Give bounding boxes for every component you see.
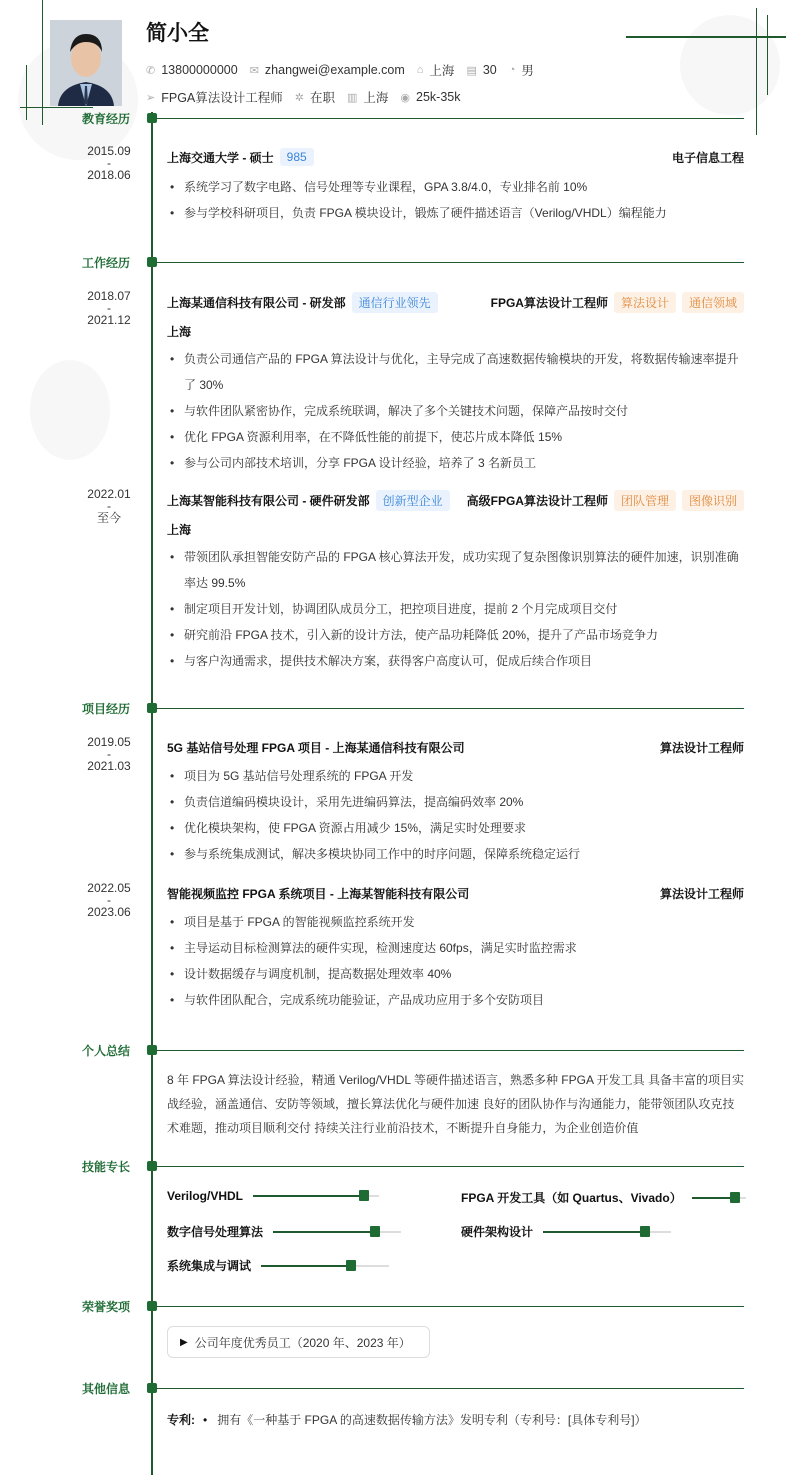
tag: 创新型企业: [376, 490, 450, 511]
skill-name: FPGA 开发工具（如 Quartus、Vivado）: [461, 1191, 682, 1205]
role: 算法设计工程师: [659, 741, 744, 755]
decor-circle: [680, 15, 780, 115]
project-bullets: [167, 909, 744, 1013]
skill-item: [461, 1223, 671, 1240]
skill-thumb: [730, 1192, 740, 1203]
list-item: • 系统学习了数字电路、信号处理等专业课程，GPA 3.8/4.0，专业排名前 10%: [167, 174, 744, 200]
skill-name: Verilog/VHDL: [167, 1189, 244, 1203]
skill-thumb: [370, 1226, 380, 1237]
project-title: 智能视频监控 FPGA 系统项目 - 上海某智能科技有限公司: [167, 887, 470, 901]
skill-bar: [253, 1195, 379, 1197]
timeline-dot: [147, 1161, 157, 1171]
timeline-dot: [147, 703, 157, 713]
tag: 通信行业领先: [352, 292, 438, 313]
gender: 男: [521, 64, 534, 78]
decor-line: [767, 15, 768, 95]
role: FPGA算法设计工程师: [490, 296, 608, 310]
decor-circle: [30, 360, 110, 460]
email: zhangwei@example.com: [264, 63, 405, 77]
section-projects: [0, 698, 794, 718]
list-item: • 与软件团队配合，完成系统功能验证，产品成功应用于多个安防项目: [167, 987, 744, 1013]
target-city: 上海: [363, 91, 389, 105]
list-item: • 优化 FPGA 资源利用率，在不降低性能的前提下，使芯片成本降低 15%: [167, 424, 744, 450]
divider: [157, 262, 744, 263]
work-bullets: [167, 544, 744, 674]
section-title: 个人总结: [81, 1044, 130, 1058]
patent-label: 专利:: [167, 1413, 195, 1427]
divider: [157, 118, 744, 119]
project-title: 5G 基站信号处理 FPGA 项目 - 上海某通信科技有限公司: [167, 741, 465, 755]
avatar: [50, 20, 122, 106]
skill-thumb: [346, 1260, 356, 1271]
award-item[interactable]: [167, 1326, 430, 1358]
education-bullets: [167, 174, 744, 226]
project-header: [167, 885, 744, 902]
timeline-dot: [147, 1383, 157, 1393]
skill-bar: [261, 1265, 389, 1267]
role: 算法设计工程师: [659, 887, 744, 901]
work-bullets: [167, 346, 744, 476]
section-title: 技能专长: [81, 1160, 130, 1174]
section-work: [0, 252, 794, 272]
skill-thumb: [359, 1190, 369, 1201]
divider: [157, 1306, 744, 1307]
work-header: [167, 490, 744, 511]
section-title: 工作经历: [81, 256, 130, 270]
education-header: [167, 148, 744, 166]
skill-name: 系统集成与调试: [167, 1259, 252, 1273]
list-item: • 项目为 5G 基站信号处理系统的 FPGA 开发: [167, 763, 744, 789]
skill-item: [167, 1257, 389, 1274]
tag: 985: [280, 148, 314, 166]
divider: [157, 708, 744, 709]
building-icon: ▥: [347, 91, 358, 104]
skill-bar: [543, 1231, 671, 1233]
timeline-dot: [147, 1301, 157, 1311]
skill-item: [167, 1223, 401, 1240]
target-job: FPGA算法设计工程师: [161, 91, 283, 105]
phone: 13800000000: [161, 63, 238, 77]
list-item: • 与软件团队紧密协作，完成系统联调，解决了多个关键技术问题，保障产品按时交付: [167, 398, 744, 424]
list-item: • 负责公司通信产品的 FPGA 算法设计与优化，主导完成了高速数据传输模块的开发，将数据传输速率提升了 30%: [167, 346, 744, 398]
gender-icon: ◔: [508, 64, 516, 76]
timeline-line: [151, 112, 153, 1475]
role: 高级FPGA算法设计工程师: [466, 494, 608, 508]
date-range: 2018.07 - 2021.12: [87, 289, 131, 327]
skill-item: [167, 1189, 379, 1203]
date-range: 2015.09 - 2018.06: [87, 144, 131, 182]
skill-name: 数字信号处理算法: [167, 1225, 264, 1239]
phone-icon: ✆: [146, 64, 156, 77]
home-icon: ⌂: [416, 64, 424, 76]
list-item: • 负责信道编码模块设计，采用先进编码算法，提高编码效率 20%: [167, 789, 744, 815]
timeline-dot: [147, 1045, 157, 1055]
send-icon: ➢: [146, 91, 156, 104]
list-item: • 参与学校科研项目，负责 FPGA 模块设计，锻炼了硬件描述语言（Verilog/VHDL）编程能力: [167, 200, 744, 226]
divider: [157, 1166, 744, 1167]
list-item: • 研究前沿 FPGA 技术，引入新的设计方法，使产品功耗降低 20%，提升了产品市场竞争力: [167, 622, 744, 648]
job-status: 在职: [309, 91, 335, 105]
timeline-dot: [147, 113, 157, 123]
list-item: • 参与系统集成测试，解决多模块协同工作中的时序问题，保障系统稳定运行: [167, 841, 744, 867]
tag: 通信领域: [682, 292, 744, 313]
section-education: [0, 108, 794, 128]
contact-row: [146, 61, 534, 79]
caret-right-icon: ▶: [180, 1336, 188, 1348]
tag: 团队管理: [614, 490, 676, 511]
section-title: 项目经历: [81, 702, 130, 716]
intent-row: [146, 88, 461, 106]
work-city: 上海: [167, 325, 192, 339]
section-title: 教育经历: [81, 112, 130, 126]
list-item: • 带领团队承担智能安防产品的 FPGA 核心算法开发，成功实现了复杂图像识别算法的硬件加速，识别准确率达 99.5%: [167, 544, 744, 596]
date-range: 2022.01 - 至今: [87, 487, 131, 525]
age-icon: ▤: [466, 64, 477, 77]
skill-bar: [692, 1197, 746, 1199]
city: 上海: [429, 64, 455, 78]
company: 上海某智能科技有限公司 - 硬件研发部: [167, 494, 370, 508]
summary-text: 8 年 FPGA 算法设计经验，精通 Verilog/VHDL 等硬件描述语言，熟悉多种 FPGA 开发工具 具备丰富的项目实战经验，涵盖通信、安防等领域，擅长算法优化与硬件加速 良好的团队协作与沟通能力，能带领团队攻克技术难题，推动项目顺利交付 持续关注行业前沿技术，不断提升自身能力，为企业创造价值: [167, 1073, 744, 1135]
date-range: 2022.05 - 2023.06: [87, 881, 131, 919]
section-other: [0, 1378, 794, 1398]
list-item: • 设计数据缓存与调度机制，提高数据处理效率 40%: [167, 961, 744, 987]
patent-row: 专利: • 拥有《一种基于 FPGA 的高速数据传输方法》发明专利（专利号：[具体专利号]）: [167, 1412, 647, 1427]
divider: [157, 1050, 744, 1051]
skill-thumb: [640, 1226, 650, 1237]
list-item: • 优化模块架构，使 FPGA 资源占用减少 15%，满足实时处理要求: [167, 815, 744, 841]
section-title: 荣誉奖项: [81, 1300, 130, 1314]
section-summary: [0, 1040, 794, 1060]
list-item: • 与客户沟通需求，提供技术解决方案，获得客户高度认可，促成后续合作项目: [167, 648, 744, 674]
work-city: 上海: [167, 523, 192, 537]
skill-name: 硬件架构设计: [461, 1225, 534, 1239]
status-icon: ✲: [294, 91, 304, 104]
list-item: • 主导运动目标检测算法的硬件实现，检测速度达 60fps，满足实时监控需求: [167, 935, 744, 961]
company: 上海某通信科技有限公司 - 研发部: [167, 296, 346, 310]
salary: 25k-35k: [416, 90, 461, 104]
age: 30: [482, 63, 497, 77]
section-title: 其他信息: [81, 1382, 130, 1396]
project-header: [167, 739, 744, 756]
award-text: 公司年度优秀员工（2020 年、2023 年）: [194, 1335, 411, 1350]
date-range: 2019.05 - 2021.03: [87, 735, 131, 773]
major: 电子信息工程: [671, 150, 744, 165]
work-header: [167, 292, 744, 313]
patent-item: 拥有《一种基于 FPGA 的高速数据传输方法》发明专利（专利号：[具体专利号]）: [217, 1413, 647, 1427]
skill-item: [461, 1189, 746, 1206]
list-item: • 制定项目开发计划，协调团队成员分工，把控项目进度，提前 2 个月完成项目交付: [167, 596, 744, 622]
decor-line: [626, 36, 786, 38]
tag: 图像识别: [682, 490, 744, 511]
salary-icon: ◉: [400, 91, 411, 104]
tag: 算法设计: [614, 292, 676, 313]
mail-icon: ✉: [249, 64, 259, 77]
list-item: • 参与公司内部技术培训，分享 FPGA 设计经验，培养了 3 名新员工: [167, 450, 744, 476]
section-skills: [0, 1156, 794, 1176]
skill-bar: [273, 1231, 401, 1233]
project-bullets: [167, 763, 744, 867]
divider: [157, 1388, 744, 1389]
candidate-name: 简小全: [146, 22, 209, 45]
school: 上海交通大学 - 硕士: [167, 150, 274, 165]
timeline-dot: [147, 257, 157, 267]
list-item: • 项目是基于 FPGA 的智能视频监控系统开发: [167, 909, 744, 935]
section-awards: [0, 1296, 794, 1316]
